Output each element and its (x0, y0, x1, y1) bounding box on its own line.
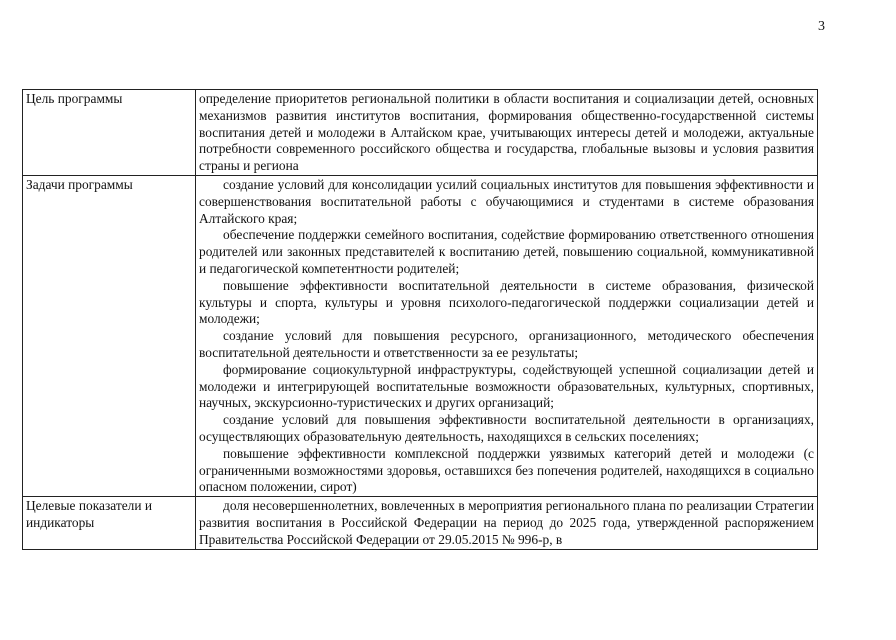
row-label-tasks: Задачи программы (23, 175, 196, 496)
page-number: 3 (818, 19, 825, 34)
row-content-indicators (196, 497, 818, 549)
row-content-goal (196, 90, 818, 176)
task-paragraph: обеспечение поддержки семейного воспитания, содействие формированию ответственного отношения родителей или законных представителей к воспитанию детей, повышению социальной, коммуникативной и педагогической компетентности родителей; (199, 227, 814, 276)
task-paragraph: создание условий для повышения ресурсного, организационного, методического обеспечения воспитательной деятельности и ответственности за ее результаты; (199, 328, 814, 360)
row-label-indicators: Целевые показатели и индикаторы (23, 497, 196, 549)
goal-paragraph: определение приоритетов региональной политики в области воспитания и социализации детей, основных механизмов развития институтов воспитания, формирования общественно-государственной системы воспитания детей и молодежи в Алтайском крае, учитывающих интересы детей и молодежи, актуальные потребности современного российского общества и государства, глобальные вызовы и условия развития страны и региона (199, 91, 814, 174)
task-paragraph: создание условий для повышения эффективности воспитательной деятельности в организациях, осуществляющих образовательную деятельность, находящихся в сельских поселениях; (199, 412, 814, 444)
table-row-goal (23, 90, 818, 176)
row-content-tasks (196, 175, 818, 496)
task-paragraph: формирование социокультурной инфраструктуры, содействующей успешной социализации детей и молодежи и интегрирующей воспитательные возможности образовательных, культурных, спортивных, научных, экскурсионно-туристических и других организаций; (199, 361, 814, 411)
table-row-tasks (23, 175, 818, 496)
table-row-indicators (23, 497, 818, 549)
task-paragraph: повышение эффективности воспитательной деятельности в системе образования, физической культуры и спорта, культуры и уровня психолого-педагогической поддержки социализации детей и молодежи; (199, 277, 814, 327)
row-label-goal: Цель программы (23, 90, 196, 176)
task-paragraph: создание условий для консолидации усилий социальных институтов для повышения эффективности и совершенствования воспитательной работы с обучающимися и студентами в системе образования Алтайского края; (199, 176, 814, 226)
task-paragraph: повышение эффективности комплексной поддержки уязвимых категорий детей и молодежи (с ограниченными возможностями здоровья, оставшихся без попечения родителей, находящихся в социально опасном положении, сирот) (199, 445, 814, 495)
indicator-paragraph: доля несовершеннолетних, вовлеченных в мероприятия регионального плана по реализации Стратегии развития воспитания в Российской Федерации на период до 2025 года, утвержденной распоряжением Правительства Российской Федерации от 29.05.2015 № 996-р, в (199, 498, 814, 547)
program-passport-table (22, 89, 818, 550)
